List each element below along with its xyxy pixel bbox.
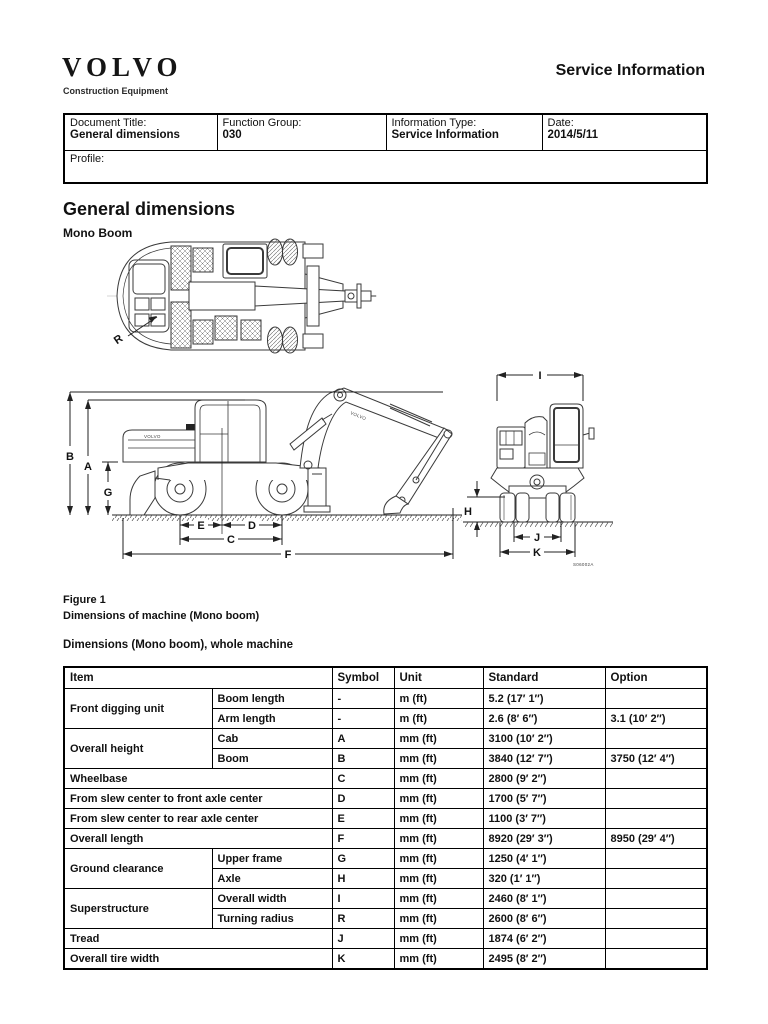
cell-option <box>605 949 707 970</box>
cell-option <box>605 729 707 749</box>
cell-symbol: C <box>332 769 394 789</box>
cell-unit: m (ft) <box>394 709 483 729</box>
dim-label-r: R <box>111 332 126 348</box>
info-row-profile <box>64 151 707 184</box>
cell-symbol: G <box>332 849 394 869</box>
col-header-standard: Standard <box>483 667 605 689</box>
cell-item: Boom length <box>212 689 332 709</box>
cell-item: Axle <box>212 869 332 889</box>
top-view-drawing <box>105 236 380 358</box>
dim-label-a: A <box>84 461 92 473</box>
profile-label: Profile: <box>70 153 105 165</box>
dim-label-e: E <box>197 520 205 532</box>
cell-unit: mm (ft) <box>394 949 483 970</box>
cell-unit: mm (ft) <box>394 869 483 889</box>
cell-option: 8950 (29′ 4″) <box>605 829 707 849</box>
cell-option <box>605 689 707 709</box>
info-label: Document Title: <box>70 117 147 129</box>
table-row <box>64 769 707 789</box>
dim-label-b: B <box>66 451 74 463</box>
cell-symbol: A <box>332 729 394 749</box>
cell-symbol: H <box>332 869 394 889</box>
side-view-drawing <box>60 368 472 570</box>
cell-standard: 2.6 (8′ 6″) <box>483 709 605 729</box>
cell-option <box>605 929 707 949</box>
cell-item: Overall tire width <box>64 949 332 970</box>
cell-standard: 1700 (5′ 7″) <box>483 789 605 809</box>
cell-item: Boom <box>212 749 332 769</box>
cell-symbol: E <box>332 809 394 829</box>
cell-option <box>605 789 707 809</box>
cell-option <box>605 889 707 909</box>
cell-symbol: K <box>332 949 394 970</box>
info-value: 2014/5/11 <box>547 129 599 141</box>
cell-item: From slew center to rear axle center <box>64 809 332 829</box>
cell-unit: mm (ft) <box>394 849 483 869</box>
dim-label-h: H <box>464 506 472 518</box>
cell-item: Overall length <box>64 829 332 849</box>
table-row <box>64 789 707 809</box>
cell-item: Upper frame <box>212 849 332 869</box>
cell-standard: 2800 (9′ 2″) <box>483 769 605 789</box>
table-row <box>64 689 707 709</box>
dim-label-f: F <box>284 549 292 561</box>
info-cell-document-title <box>64 114 217 151</box>
cell-item: Cab <box>212 729 332 749</box>
cell-option <box>605 869 707 889</box>
dim-label-d: D <box>248 520 256 532</box>
table-row <box>64 889 707 909</box>
cell-option: 3.1 (10′ 2″) <box>605 709 707 729</box>
volvo-logo: VOLVO <box>62 52 183 82</box>
dimensions-table <box>63 666 708 970</box>
figure-caption-title: Figure 1 <box>63 594 106 606</box>
brand-subtitle: Construction Equipment <box>63 86 168 96</box>
cell-symbol: D <box>332 789 394 809</box>
cell-unit: mm (ft) <box>394 889 483 909</box>
cell-unit: m (ft) <box>394 689 483 709</box>
page-title: General dimensions <box>63 199 236 219</box>
cell-symbol: B <box>332 749 394 769</box>
cell-standard: 2460 (8′ 1″) <box>483 889 605 909</box>
cell-item-group: Ground clearance <box>64 849 212 889</box>
cell-item: Overall width <box>212 889 332 909</box>
document-type-heading: Service Information <box>555 62 705 79</box>
cell-symbol: - <box>332 709 394 729</box>
col-header-item: Item <box>64 667 332 689</box>
info-label: Information Type: <box>391 117 477 129</box>
info-value: General dimensions <box>70 129 180 141</box>
cell-unit: mm (ft) <box>394 909 483 929</box>
info-cell-information-type <box>386 114 542 151</box>
figure-caption-text: Dimensions of machine (Mono boom) <box>63 610 260 622</box>
cell-unit: mm (ft) <box>394 929 483 949</box>
table-row <box>64 729 707 749</box>
machine-brand-body: VOLVO <box>144 434 161 439</box>
page-subtitle: Mono Boom <box>63 226 133 240</box>
cell-standard: 2600 (8′ 6″) <box>483 909 605 929</box>
info-value: Service Information <box>391 129 499 141</box>
dim-label-j: J <box>533 532 541 544</box>
cell-unit: mm (ft) <box>394 789 483 809</box>
cell-standard: 3100 (10′ 2″) <box>483 729 605 749</box>
cell-unit: mm (ft) <box>394 749 483 769</box>
cell-unit: mm (ft) <box>394 729 483 749</box>
cell-item: Wheelbase <box>64 769 332 789</box>
table-row <box>64 949 707 970</box>
cell-symbol: F <box>332 829 394 849</box>
dim-label-i: I <box>538 370 542 382</box>
table-row <box>64 829 707 849</box>
cell-unit: mm (ft) <box>394 809 483 829</box>
cell-symbol: R <box>332 909 394 929</box>
cell-standard: 2495 (8′ 2″) <box>483 949 605 970</box>
figure-ref-code: S06002A <box>573 562 594 567</box>
cell-option <box>605 769 707 789</box>
cell-item: From slew center to front axle center <box>64 789 332 809</box>
cell-standard: 5.2 (17′ 1″) <box>483 689 605 709</box>
cell-option <box>605 809 707 829</box>
cell-item: Turning radius <box>212 909 332 929</box>
table-row <box>64 849 707 869</box>
info-row <box>64 114 707 151</box>
table-row <box>64 929 707 949</box>
info-value: 030 <box>222 129 242 141</box>
cell-unit: mm (ft) <box>394 769 483 789</box>
info-label: Function Group: <box>222 117 302 129</box>
info-label: Date: <box>547 117 574 129</box>
cell-symbol: I <box>332 889 394 909</box>
info-cell-date <box>542 114 707 151</box>
rear-view-drawing <box>455 365 620 575</box>
cell-standard: 320 (1′ 1″) <box>483 869 605 889</box>
col-header-symbol: Symbol <box>332 667 394 689</box>
cell-unit: mm (ft) <box>394 829 483 849</box>
dim-label-c: C <box>227 534 235 546</box>
table-header-row <box>64 667 707 689</box>
cell-item-group: Overall height <box>64 729 212 769</box>
cell-option <box>605 849 707 869</box>
table-row <box>64 809 707 829</box>
cell-item: Arm length <box>212 709 332 729</box>
cell-option: 3750 (12′ 4″) <box>605 749 707 769</box>
cell-symbol: J <box>332 929 394 949</box>
col-header-unit: Unit <box>394 667 483 689</box>
dimensions-table-title: Dimensions (Mono boom), whole machine <box>63 639 294 651</box>
info-cell-function-group <box>217 114 386 151</box>
cell-option <box>605 909 707 929</box>
document-info-table <box>63 113 708 184</box>
dim-label-k: K <box>533 547 541 559</box>
cell-standard: 8920 (29′ 3″) <box>483 829 605 849</box>
cell-standard: 3840 (12′ 7″) <box>483 749 605 769</box>
cell-item-group: Superstructure <box>64 889 212 929</box>
cell-standard: 1250 (4′ 1″) <box>483 849 605 869</box>
cell-symbol: - <box>332 689 394 709</box>
dim-label-g: G <box>103 487 113 499</box>
info-cell-profile <box>64 151 707 184</box>
cell-item-group: Front digging unit <box>64 689 212 729</box>
cell-standard: 1874 (6′ 2″) <box>483 929 605 949</box>
machine-brand-boom: VOLVO <box>349 410 367 422</box>
cell-item: Tread <box>64 929 332 949</box>
col-header-option: Option <box>605 667 707 689</box>
cell-standard: 1100 (3′ 7″) <box>483 809 605 829</box>
